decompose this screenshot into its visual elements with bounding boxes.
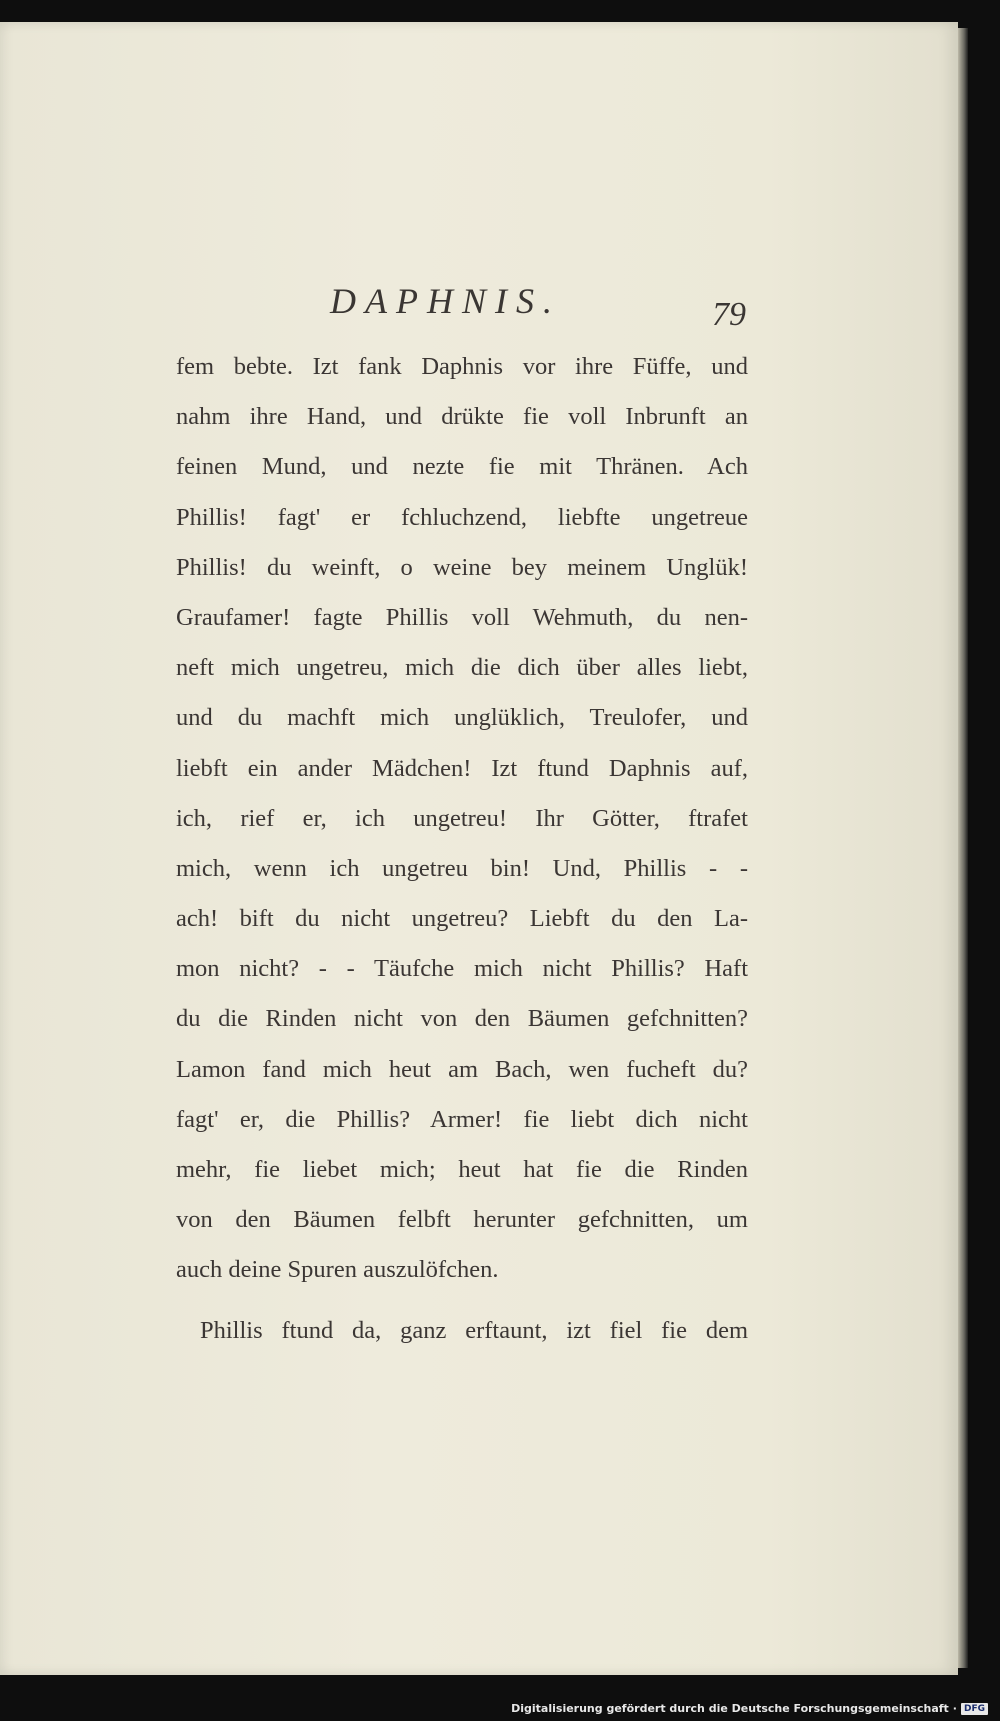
text-line: von den Bäumen felbft herunter gefchnitten, um (176, 1206, 748, 1234)
text-line: feinen Mund, und nezte fie mit Thränen. Ach (176, 453, 748, 481)
running-head: DAPHNIS. (330, 281, 561, 321)
paragraph-gap (176, 1296, 748, 1306)
text-line: liebft ein ander Mädchen! Izt ftund Daphnis auf, (176, 754, 748, 782)
text-line: Phillis! fagt' er fchluchzend, liebfte ungetreue (176, 503, 748, 531)
text-line: mehr, fie liebet mich; heut hat fie die Rinden (176, 1156, 748, 1183)
text-line: ich, rief er, ich ungetreu! Ihr Götter, ftrafet (176, 804, 748, 832)
text-line: Graufamer! fagte Phillis voll Wehmuth, du nen- (176, 603, 748, 631)
text-line: mon nicht? - - Täufche mich nicht Phillis? Haft (176, 955, 748, 983)
text-line: fem bebte. Izt fank Daphnis vor ihre Füffe, und (176, 353, 748, 380)
credit-text: Digitalisierung gefördert durch die Deutsche Forschungsgemeinschaft (511, 1702, 949, 1715)
text-line: du die Rinden nicht von den Bäumen gefchnitten? (176, 1005, 748, 1033)
digitization-credit (511, 1702, 988, 1715)
text-line: auch deine Spuren auszulöfchen. (176, 1256, 499, 1284)
text-line: Phillis! du weinft, o weine bey meinem Unglük! (176, 553, 748, 581)
text-line: Lamon fand mich heut am Bach, wen fucheft du? (176, 1055, 748, 1083)
body-text (176, 342, 748, 1356)
page-edge (958, 28, 968, 1668)
text-line: neft mich ungetreu, mich die dich über alles liebt, (176, 654, 748, 682)
text-line: fagt' er, die Phillis? Armer! fie liebt dich nicht (176, 1105, 748, 1133)
text-line: ach! bift du nicht ungetreu? Liebft du den La- (176, 905, 748, 933)
dfg-logo-icon: DFG (961, 1703, 988, 1715)
text-line: und du machft mich unglüklich, Treulofer, und (176, 704, 748, 732)
text-line: mich, wenn ich ungetreu bin! Und, Phillis - - (176, 854, 748, 882)
page-number: 79 (712, 296, 746, 333)
text-line: Phillis ftund da, ganz erftaunt, izt fiel fie dem (200, 1316, 748, 1344)
separator: · (952, 1702, 957, 1715)
text-line: nahm ihre Hand, und drükte fie voll Inbrunft an (176, 403, 748, 431)
